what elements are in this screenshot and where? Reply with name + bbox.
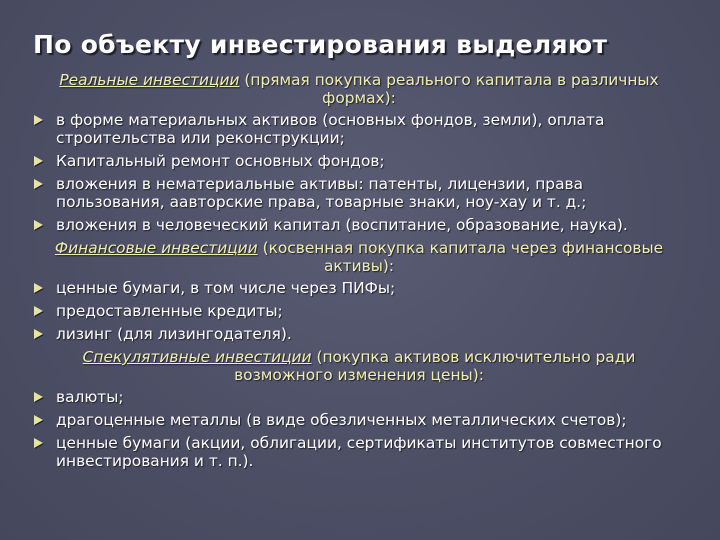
list-item [34, 302, 684, 320]
triangle-bullet-icon [34, 306, 43, 316]
bullet-list-real [34, 111, 684, 234]
list-item [34, 325, 684, 343]
list-item [34, 434, 684, 470]
list-item [34, 111, 684, 147]
triangle-bullet-icon [34, 392, 43, 402]
triangle-bullet-icon [34, 220, 43, 230]
section-description: (прямая покупка реального капитала в различных формах): [239, 71, 659, 107]
list-item [34, 152, 684, 170]
list-item-text: ценные бумаги, в том числе через ПИФы; [56, 279, 396, 297]
list-item [34, 388, 684, 406]
triangle-bullet-icon [34, 156, 43, 166]
list-item [34, 279, 684, 297]
list-item-text: валюты; [56, 388, 124, 406]
section-name: Реальные инвестиции [59, 71, 240, 89]
list-item [34, 216, 684, 234]
triangle-bullet-icon [34, 283, 43, 293]
list-item-text: лизинг (для лизингодателя). [56, 325, 292, 343]
list-item-text: вложения в нематериальные активы: патенты, лицензии, права пользования, аавторские права, товарные знаки, ноу-хау и т. д.; [56, 175, 587, 211]
section-name: Спекулятивные инвестиции [82, 348, 312, 366]
list-item-text: драгоценные металлы (в виде обезличенных металлических счетов); [56, 411, 627, 429]
list-item-text: ценные бумаги (акции, облигации, сертификаты институтов совместного инвестирования и т. п.). [56, 434, 662, 470]
section-name: Финансовые инвестиции [54, 239, 258, 257]
triangle-bullet-icon [34, 115, 43, 125]
list-item-text: в форме материальных активов (основных фондов, земли), оплата строительства или реконструкции; [56, 111, 605, 147]
list-item-text: Капитальный ремонт основных фондов; [56, 152, 385, 170]
section-header-financial [48, 239, 670, 275]
section-header-real [48, 71, 670, 107]
section-description: (косвенная покупка капитала через финансовые активы): [257, 239, 664, 275]
section-description: (покупка активов исключительно ради возможного изменения цены): [234, 348, 636, 384]
triangle-bullet-icon [34, 415, 43, 425]
list-item-text: вложения в человеческий капитал (воспитание, образование, наука). [56, 216, 628, 234]
triangle-bullet-icon [34, 179, 43, 189]
list-item-text: предоставленные кредиты; [56, 302, 283, 320]
list-item [34, 175, 684, 211]
slide-title: По объекту инвестирования выделяют [33, 30, 608, 59]
bullet-list-financial [34, 279, 684, 343]
triangle-bullet-icon [34, 438, 43, 448]
bullet-list-speculative [34, 388, 684, 470]
slide-content [34, 70, 684, 475]
list-item [34, 411, 684, 429]
triangle-bullet-icon [34, 329, 43, 339]
section-header-speculative [48, 348, 670, 384]
